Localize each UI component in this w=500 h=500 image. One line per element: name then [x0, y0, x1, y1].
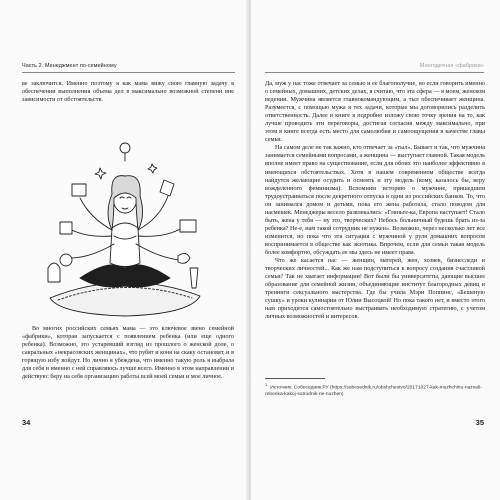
- left-head-rule: [22, 72, 235, 73]
- left-top-paragraph: ве заключится. Именно поэтому я как мама вижу свою главную задачу в обеспечении выполнения объема дел в максимально возможной степени вне зависимости от обстоятельств.: [22, 80, 234, 104]
- footnote: [265, 382, 485, 398]
- footnote-number: 1: [265, 382, 268, 387]
- multitasking-woman-illustration: [40, 118, 210, 318]
- right-paragraph-2: На самом деле не так важно, кто отвечает за «тыл». Бывает и так, что мужчина занимается семейными вопросами, а женщина — выступает главной. Такая модель вполне имеет право на существование, если для обоих это наиболее эффективно в имеющихся обстоятельствах. Хотя в нашем современном обществе всегда найдутся желающие осудить и осмеять и эту модель (кому, казалось бы, веру вожделенного феминизма). Вспомним историю о мужчине, пришедшем трудоустраиваться после декретного отпуска в одни из российских банков. То, что он занимался домом и детьми, пока его жена работала, стало поводом для насмешек. Менеджеры весело развлекались: «Гляньте-ка, Европа наступает! Стало быть, жена у тебя — ну это, творческих? Небось больничный будешь брать из-за ребенка? Не-е, нам такой сотрудник не нужен». Возможно, через несколько лет все изменится, но пока что эта ситуация с мужчиной у руля домашних вопросов воспринимается в обществе как экзотика. Впрочем, если для семьи такая модель более комфортно, обсуждать ее мы здесь не имеет права.: [265, 144, 485, 256]
- right-main-text: [265, 80, 485, 321]
- right-page-number: 35: [475, 418, 484, 427]
- left-page: [0, 0, 249, 500]
- footnote-text: Источник: Собеседник.РУ (https://sobesednik.ru/obshchestvo/20171027-kak-muzhchinu-nazvali-rebenka-kakoj-sotrudnik-ne-nuzhen): [265, 385, 482, 397]
- footnote-rule: [265, 378, 325, 379]
- right-paragraph-3: Что же касается нас — женщин, матерей, жен, хозяек, бизнеследи и творческих личностей... Как же нам подступиться к вопросу создания счастливой семьи? Так не хватает информации! Вот были бы университеты, дающие высшее образование для семейной жизни, объединяющие институт благородных девиц и тренинги сексуального мастерства. Где бы учила Мэри Поппинс, «Бешеную сушку» и уроки кулинарии от Юлии Высоцкой! Но пока такого нет, и вместо этого нам приходится самостоятельно выстраивать необходимую стратегию, с учетом личных возможностей и интересов.: [265, 257, 485, 321]
- left-running-head: Часть 2. Менеджмент по-семейному: [22, 63, 117, 69]
- right-page: [251, 0, 500, 500]
- left-bottom-paragraph: Во многих российских семьях мама — это ключевое звено семейной «фабрики», которая запускается с появлением ребенка (или еще одного ребенка). Возможно, это устаревший взгляд из прошлого о женской доле, о сакральных «некрасовских женщинах», что рубят и коня на скаку остановят, и в горящую избу войдут. Но лично я убеждена, что именно такую роль я выбрала для себя и именно с ней справляюсь лучше всего. Именно в этом направлении и действую: беру на себя организацию работы всей моей семьи и мое личное.: [22, 325, 234, 381]
- left-page-number: 34: [22, 418, 31, 427]
- right-head-rule: [265, 72, 484, 73]
- right-paragraph-1: Да, муж у нас тоже отвечает за семью и ее благополучие, но если говорить именно о семейных, домашних, детских делах, я считаю, что эта сфера — в моем, женском ведении. Мужчина является главнокомандующим, а тыл обеспечивает женщина. Разумеется, с помощью мужа я тех задачи, которые мы договорились разделить ответственность. Далее в книге я подробно изложу свою точку зрения на то, как лучше проводить эти переговоры, достигая согласия между максимально, при этом в книге всегда есть место для самолюбия и самоощущения в качестве главы семьи.: [265, 80, 485, 144]
- right-running-head: Многодетная «фабрика»: [419, 63, 484, 69]
